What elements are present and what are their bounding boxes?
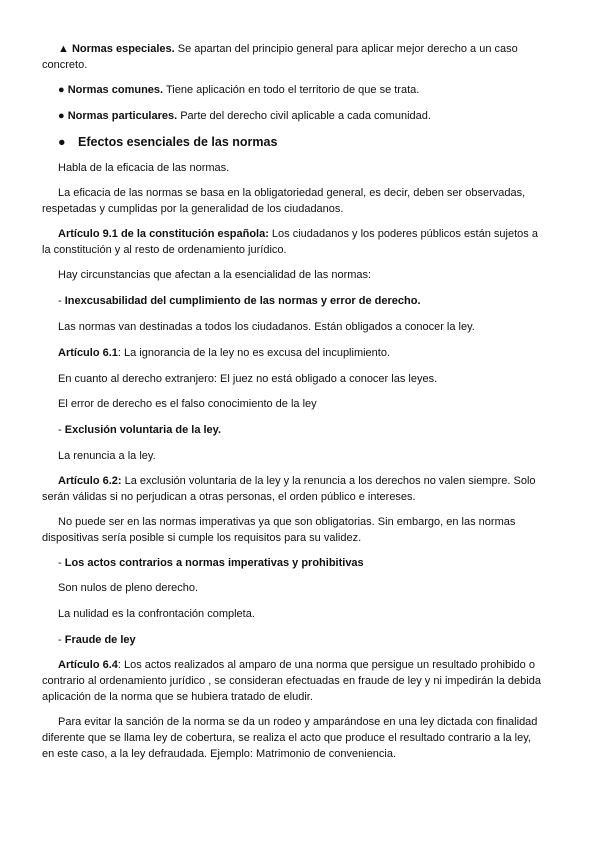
subheading: - Fraude de ley: [58, 634, 136, 646]
paragraph-articulo-9-1: Artículo 9.1 de la constitución española: Los ciudadanos y los poderes públicos están sujetos a la constitución y al resto de ordenamiento jurídico.: [42, 228, 538, 256]
subheading: - Inexcusabilidad del cumplimiento de las normas y error de derecho.: [58, 295, 421, 307]
paragraph-normas-comunes: ● Normas comunes. Tiene aplicación en todo el territorio de que se trata.: [58, 84, 420, 96]
triangle-bullet-icon: ▲: [58, 43, 69, 55]
paragraph: El error de derecho es el falso conocimiento de la ley: [58, 398, 317, 410]
paragraph: En cuanto al derecho extranjero: El juez no está obligado a conocer las leyes.: [58, 373, 438, 385]
bullet-icon: ●: [58, 135, 66, 149]
paragraph: Las normas van destinadas a todos los ciudadanos. Están obligados a conocer la ley.: [58, 321, 475, 333]
term-bold: Normas particulares.: [67, 110, 178, 122]
paragraph: Hay circunstancias que afectan a la esencialidad de las normas:: [58, 269, 372, 281]
bullet-icon: ●: [58, 84, 65, 96]
paragraph-articulo-6-1: Artículo 6.1: La ignorancia de la ley no es excusa del incuplimiento.: [58, 347, 391, 359]
paragraph: La renuncia a la ley.: [58, 450, 156, 462]
section-heading: ● Efectos esenciales de las normas: [58, 135, 278, 149]
paragraph: Habla de la eficacia de las normas.: [58, 162, 230, 174]
paragraph: La eficacia de las normas se basa en la obligatoriedad general, es decir, deben ser observadas, respetadas y cumplidas por la generalidad de los ciudadanos.: [42, 187, 526, 215]
term-bold: Normas especiales.: [71, 43, 175, 55]
paragraph-articulo-6-2: Artículo 6.2: La exclusión voluntaria de la ley y la renuncia a los derechos no valen siempre. Solo serán válidas si no perjudican a otras personas, el orden público e intereses.: [42, 475, 536, 503]
paragraph-normas-especiales: ▲ Normas especiales. Se apartan del principio general para aplicar mejor derecho a un caso concreto.: [42, 43, 518, 71]
bullet-icon: ●: [58, 110, 65, 122]
paragraph-articulo-6-4: Artículo 6.4: Los actos realizados al amparo de una norma que persigue un resultado prohibido o contrario al ordenamiento jurídico , se consideran efectuadas en fraude de ley y ni impedirán la debida aplicación de la norma que se hubiera tratado de eludir.: [42, 659, 541, 703]
subheading: - Exclusión voluntaria de la ley.: [58, 424, 222, 436]
paragraph-normas-particulares: ● Normas particulares. Parte del derecho civil aplicable a cada comunidad.: [58, 110, 431, 122]
paragraph: Son nulos de pleno derecho.: [58, 582, 199, 594]
paragraph: Para evitar la sanción de la norma se da un rodeo y amparándose en una ley dictada con finalidad diferente que se llama ley de cobertura, se realiza el acto que produce el resultado contrario a la ley, en este caso, a la ley defraudada. Ejemplo: Matrimonio de conveniencia.: [42, 716, 538, 760]
subheading: - Los actos contrarios a normas imperativas y prohibitivas: [58, 557, 364, 569]
paragraph: No puede ser en las normas imperativas ya que son obligatorias. Sin embargo, en las normas dispositivas sería posible si cumple los requisitos para su validez.: [42, 516, 516, 544]
paragraph: La nulidad es la confrontación completa.: [58, 608, 255, 620]
term-bold: Normas comunes.: [67, 84, 164, 96]
